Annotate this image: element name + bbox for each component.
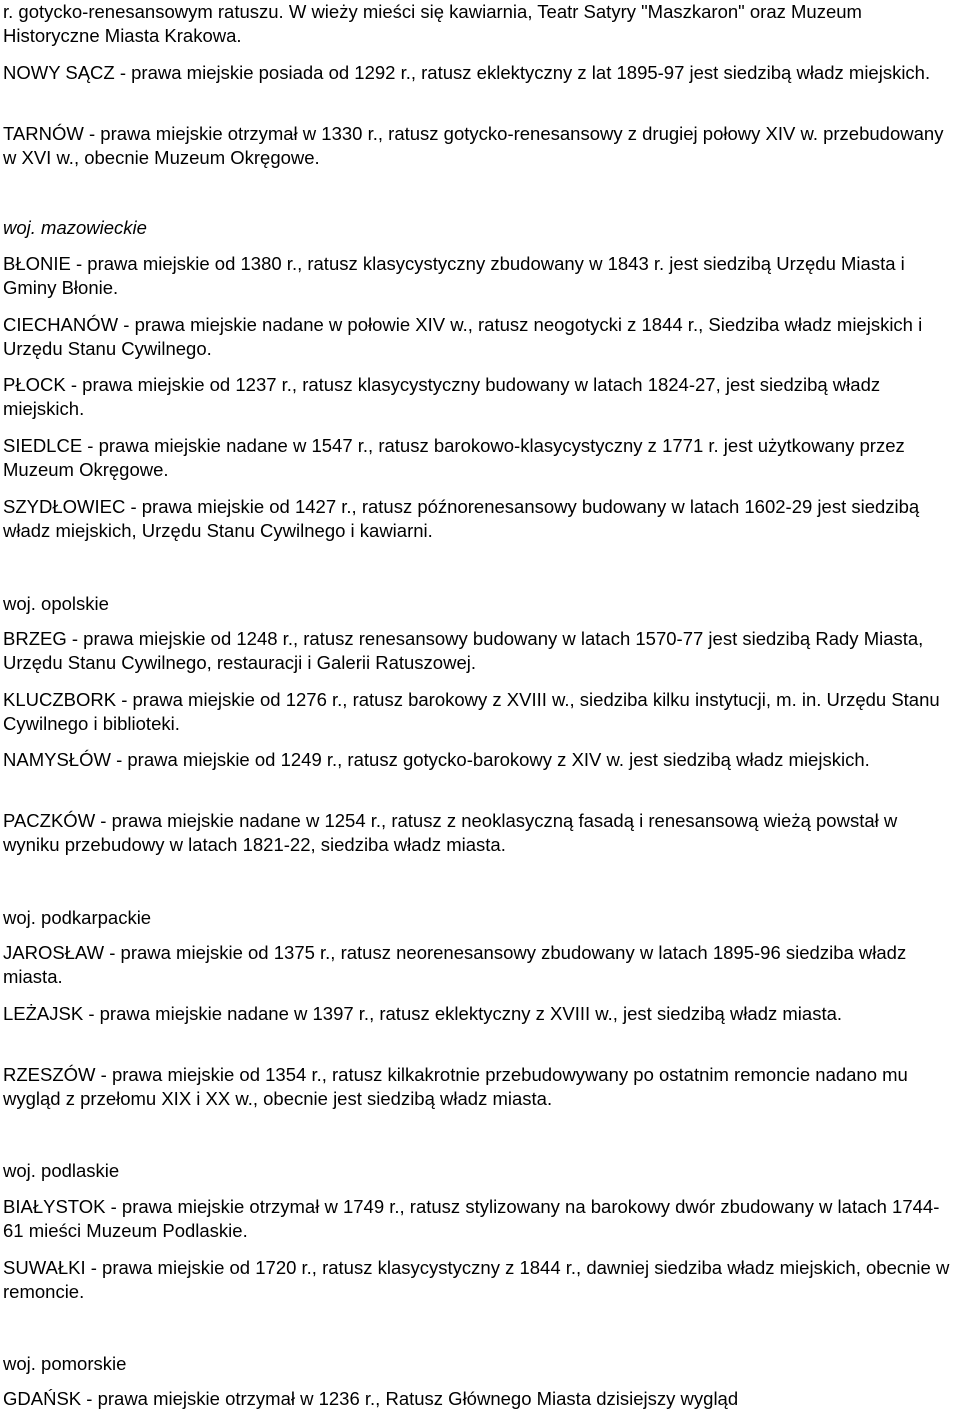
region-label: woj.: [3, 907, 36, 928]
entry-text: - prawa miejskie posiada od 1292 r., ratusz eklektyczny z lat 1895-97 jest siedzibą władz miejskich.: [114, 62, 931, 83]
entry-brzeg: [3, 627, 955, 675]
region-heading-pomorskie: [3, 1352, 126, 1376]
entry-text: - prawa miejskie od 1248 r., ratusz renesansowy budowany w latach 1570-77 jest siedzibą Rady Miasta, Urzędu Stanu Cywilnego, restauracji i Galerii Ratuszowej.: [3, 628, 924, 673]
entry-text: - prawa miejskie nadane w 1254 r., ratusz z neoklasyczną fasadą i renesansową wieżą powstał w wyniku przebudowy w latach 1821-22, siedziba władz miasta.: [3, 810, 898, 855]
city-name: NOWY SĄCZ: [3, 62, 115, 83]
entry-nowy-sacz: [3, 61, 955, 85]
city-name: BŁONIE: [3, 253, 71, 274]
entry-text: - prawa miejskie nadane w 1547 r., ratusz barokowo-klasycystyczny z 1771 r. jest użytkowany przez Muzeum Okręgowe.: [3, 435, 905, 480]
region-name: pomorskie: [41, 1353, 127, 1374]
region-label: woj.: [3, 593, 36, 614]
entry-namyslow: [3, 748, 955, 772]
entry-kluczbork: [3, 688, 955, 736]
city-name: PACZKÓW: [3, 810, 96, 831]
city-name: PŁOCK: [3, 374, 66, 395]
city-name: LEŻAJSK: [3, 1003, 84, 1024]
city-name: SIEDLCE: [3, 435, 83, 456]
region-heading-opolskie: [3, 592, 109, 616]
entry-blonie: [3, 252, 955, 300]
entry-text: - prawa miejskie od 1380 r., ratusz klasycystyczny zbudowany w 1843 r. jest siedzibą Urzędu Miasta i Gminy Błonie.: [3, 253, 905, 298]
entry-lezajsk: [3, 1002, 955, 1026]
region-heading-podkarpackie: [3, 906, 151, 930]
city-name: CIECHANÓW: [3, 314, 119, 335]
entry-ciechanow: [3, 313, 955, 361]
intro-paragraph: [3, 0, 955, 48]
entry-suwalki: [3, 1256, 955, 1304]
entry-text: - prawa miejskie otrzymał w 1749 r., ratusz stylizowany na barokowy dwór zbudowany w latach 1744-61 mieści Muzeum Podlaskie.: [3, 1196, 940, 1241]
region-label: woj.: [3, 217, 36, 238]
entry-text: - prawa miejskie od 1354 r., ratusz kilkakrotnie przebudowywany po ostatnim remoncie nadano mu wygląd z przełomu XIX i XX w., obecnie jest siedzibą władz miasta.: [3, 1064, 908, 1109]
region-heading-mazowieckie: [3, 216, 147, 240]
region-name: mazowieckie: [41, 217, 147, 238]
city-name: JAROSŁAW: [3, 942, 105, 963]
city-name: TARNÓW: [3, 123, 84, 144]
entry-bialystok: [3, 1195, 955, 1243]
city-name: RZESZÓW: [3, 1064, 96, 1085]
city-name: NAMYSŁÓW: [3, 749, 111, 770]
region-name: opolskie: [41, 593, 109, 614]
entry-gdansk: [3, 1387, 955, 1411]
entry-text: - prawa miejskie otrzymał w 1236 r., Ratusz Głównego Miasta dzisiejszy wygląd: [81, 1388, 739, 1409]
entry-rzeszow: [3, 1063, 955, 1111]
region-name: podlaskie: [41, 1160, 120, 1181]
entry-jaroslaw: [3, 941, 955, 989]
entry-text: - prawa miejskie nadane w 1397 r., ratusz eklektyczny z XVIII w., jest siedzibą władz miasta.: [83, 1003, 843, 1024]
entry-tarnow: [3, 122, 955, 170]
entry-paczkow: [3, 809, 955, 857]
city-name: GDAŃSK: [3, 1388, 82, 1409]
entry-text: - prawa miejskie od 1276 r., ratusz barokowy z XVIII w., siedziba kilku instytucji, m. in. Urzędu Stanu Cywilnego i biblioteki.: [3, 689, 940, 734]
region-heading-podlaskie: [3, 1159, 119, 1183]
entry-szydlowiec: [3, 495, 955, 543]
entry-text: r. gotycko-renesansowym ratuszu. W wieży mieści się kawiarnia, Teatr Satyry "Maszkaron" oraz Muzeum Historyczne Miasta Krakowa.: [3, 1, 862, 46]
entry-text: - prawa miejskie od 1720 r., ratusz klasycystyczny z 1844 r., dawniej siedziba władz miejskich, obecnie w remoncie.: [3, 1257, 950, 1302]
city-name: SZYDŁOWIEC: [3, 496, 126, 517]
entry-text: - prawa miejskie otrzymał w 1330 r., ratusz gotycko-renesansowy z drugiej połowy XIV w. przebudowany w XVI w., obecnie Muzeum Okręgowe.: [3, 123, 944, 168]
city-name: KLUCZBORK: [3, 689, 117, 710]
city-name: BRZEG: [3, 628, 67, 649]
entry-plock: [3, 373, 955, 421]
entry-text: - prawa miejskie od 1249 r., ratusz gotycko-barokowy z XIV w. jest siedzibą władz miejskich.: [110, 749, 870, 770]
region-label: woj.: [3, 1160, 36, 1181]
entry-siedlce: [3, 434, 955, 482]
region-name: podkarpackie: [41, 907, 152, 928]
entry-text: - prawa miejskie od 1427 r., ratusz późnorenesansowy budowany w latach 1602-29 jest siedzibą władz miejskich, Urzędu Stanu Cywilnego i kawiarni.: [3, 496, 920, 541]
entry-text: - prawa miejskie od 1375 r., ratusz neorenesansowy zbudowany w latach 1895-96 siedziba władz miasta.: [3, 942, 907, 987]
region-label: woj.: [3, 1353, 36, 1374]
entry-text: - prawa miejskie nadane w połowie XIV w., ratusz neogotycki z 1844 r., Siedziba władz miejskich i Urzędu Stanu Cywilnego.: [3, 314, 923, 359]
city-name: BIAŁYSTOK: [3, 1196, 106, 1217]
entry-text: - prawa miejskie od 1237 r., ratusz klasycystyczny budowany w latach 1824-27, jest siedzibą władz miejskich.: [3, 374, 881, 419]
city-name: SUWAŁKI: [3, 1257, 86, 1278]
